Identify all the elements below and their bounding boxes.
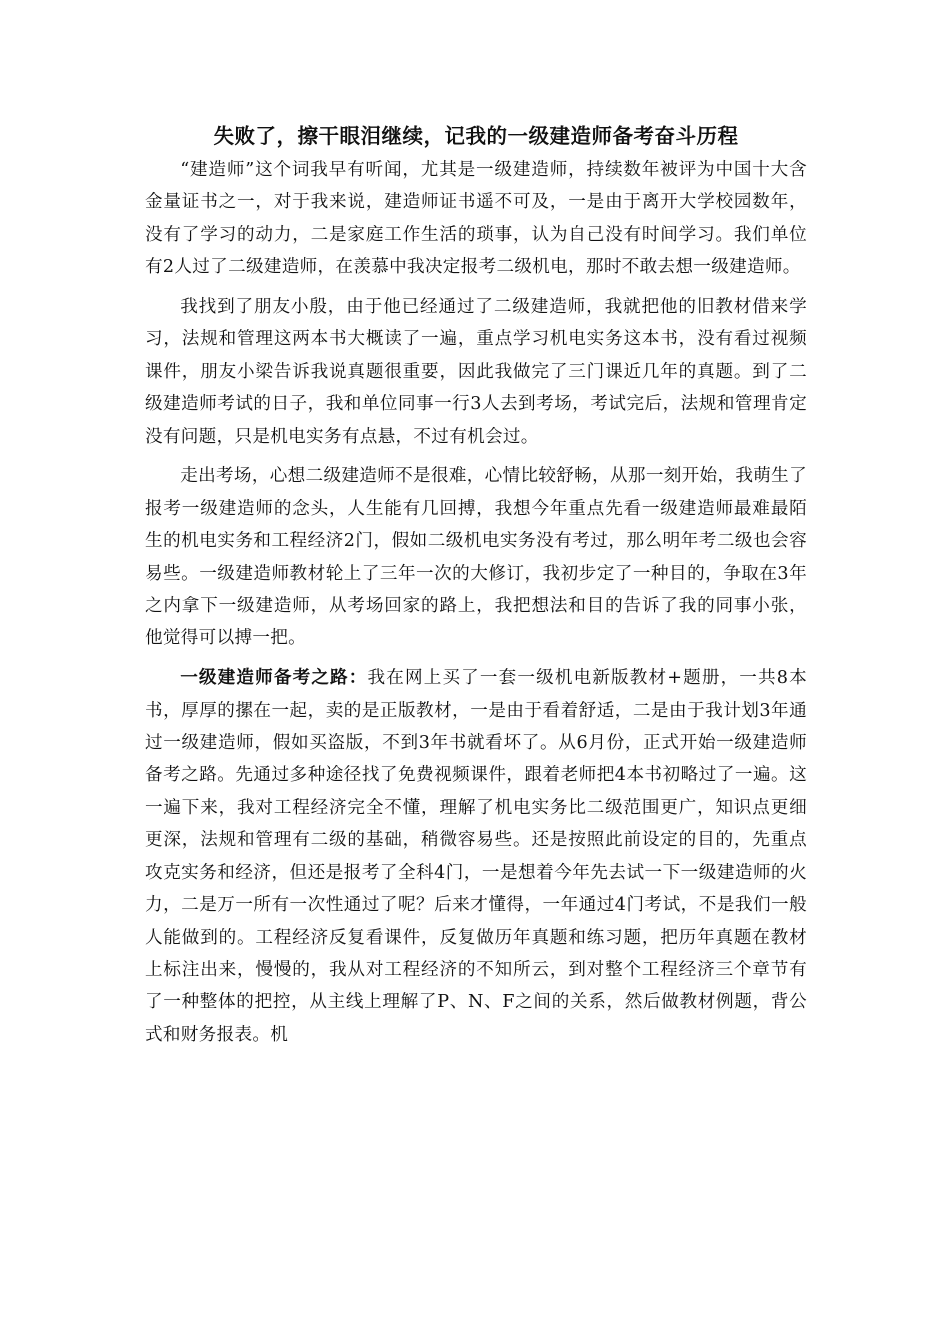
paragraph-3 <box>145 460 807 654</box>
paragraph-text: 我找到了朋友小殷，由于他已经通过了二级建造师，我就把他的旧教材借来学习，法规和管理这两本书大概读了一遍，重点学习机电实务这本书，没有看过视频课件，朋友小梁告诉我说真题很重要，因此我做完了三门课近几年的真题。到了二级建造师考试的日子，我和单位同事一行3人去到考场，考试完后，法规和管理肯定没有问题，只是机电实务有点悬，不过有机会过。 <box>145 297 807 447</box>
paragraph-text: 走出考场，心想二级建造师不是很难，心情比较舒畅，从那一刻开始，我萌生了报考一级建造师的念头，人生能有几回搏，我想今年重点先看一级建造师最难最陌生的机电实务和工程经济2门，假如二级机电实务没有考过，那么明年考二级也会容易些。一级建造师教材轮上了三年一次的大修订，我初步定了一种目的，争取在3年之内拿下一级建造师，从考场回家的路上，我把想法和目的告诉了我的同事小张，他觉得可以搏一把。 <box>145 466 807 649</box>
document-title: 失败了，擦干眼泪继续，记我的一级建造师备考奋斗历程 <box>213 124 739 148</box>
section-heading-inline: 一级建造师备考之路： <box>180 668 368 689</box>
paragraph-2 <box>145 291 807 453</box>
paragraph-4 <box>145 662 807 1051</box>
paragraph-text: 我在网上买了一套一级机电新版教材+题册，一共8本书，厚厚的摞在一起，卖的是正版教材，一是由于看着舒适，二是由于我计划3年通过一级建造师，假如买盗版，不到3年书就看坏了。从6月份，正式开始一级建造师备考之路。先通过多种途径找了免费视频课件，跟着老师把4本书初略过了一遍。这一遍下来，我对工程经济完全不懂，理解了机电实务比二级范围更广，知识点更细更深，法规和管理有二级的基础，稍微容易些。还是按照此前设定的目的，先重点攻克实务和经济，但还是报考了全科4门，一是想着今年先去试一下一级建造师的火力，二是万一所有一次性通过了呢？后来才懂得，一年通过4门考试，不是我们一般人能做到的。工程经济反复看课件，反复做历年真题和练习题，把历年真题在教材上标注出来，慢慢的，我从对工程经济的不知所云，到对整个工程经济三个章节有了一种整体的把控，从主线上理解了P、N、F之间的关系，然后做教材例题，背公式和财务报表。机 <box>145 668 807 1045</box>
paragraph-text: “建造师”这个词我早有听闻，尤其是一级建造师，持续数年被评为中国十大含金量证书之一，对于我来说，建造师证书遥不可及，一是由于离开大学校园数年，没有了学习的动力，二是家庭工作生活的琐事，认为自己没有时间学习。我们单位有2人过了二级建造师，在羡慕中我决定报考二级机电，那时不敢去想一级建造师。 <box>145 160 807 278</box>
paragraph-1 <box>145 154 807 284</box>
document-page <box>145 118 807 1051</box>
